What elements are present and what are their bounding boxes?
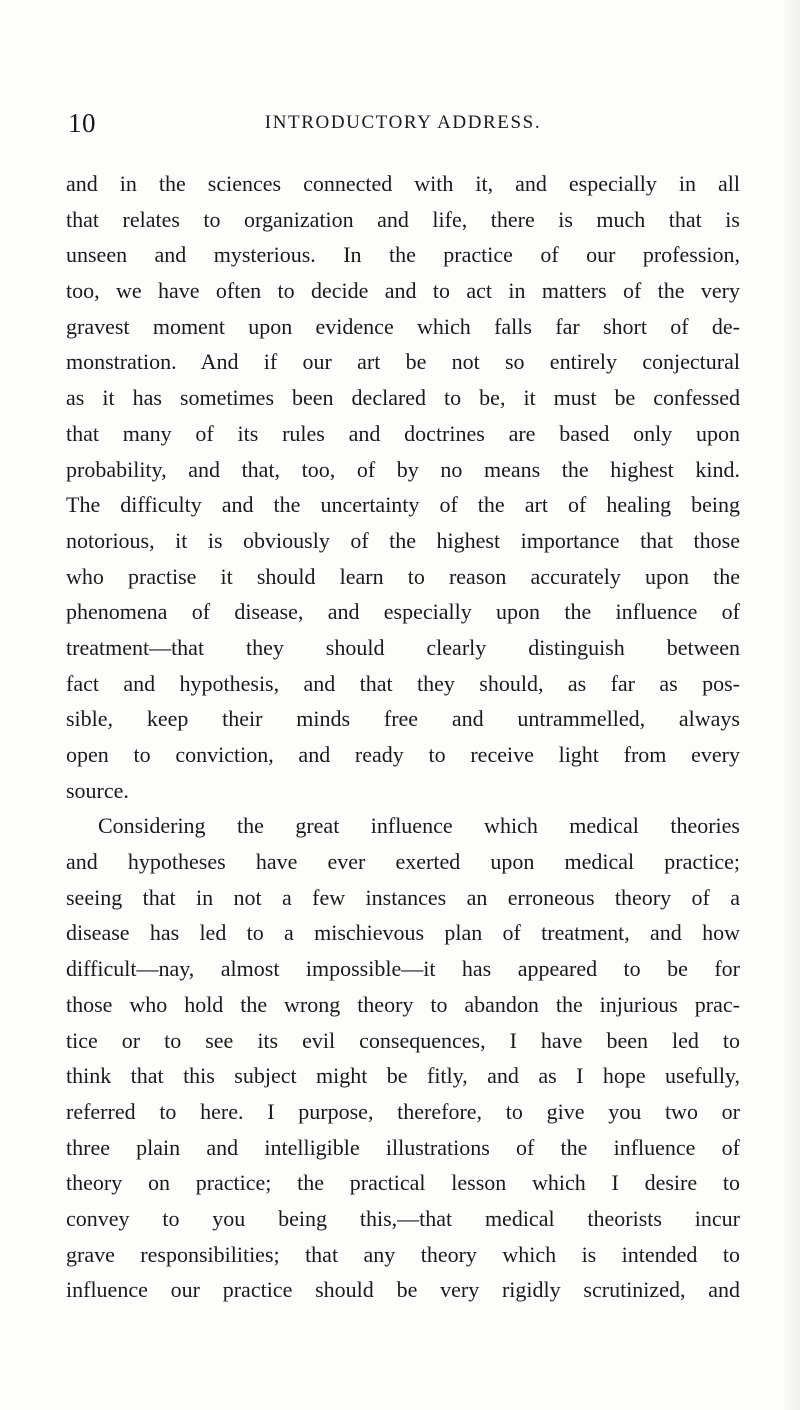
paragraph-start-line: Considering the great influence which medical theories	[98, 813, 740, 839]
text-line: too, we have often to decide and to act in matters of the very	[66, 278, 740, 304]
text-line: open to conviction, and ready to receive light from every	[66, 742, 740, 767]
text-line: fact and hypothesis, and that they should, as far as pos-	[66, 670, 740, 696]
text-line: think that this subject might be fitly, and as I hope usefully,	[66, 1063, 740, 1089]
text-line: three plain and intelligible illustrations of the influence of	[66, 1134, 740, 1160]
text-line: probability, and that, too, of by no means the highest kind.	[66, 456, 740, 482]
text-line: sible, keep their minds free and untrammelled, always	[66, 706, 740, 732]
text-line: grave responsibilities; that any theory which is intended to	[66, 1241, 740, 1267]
text-line: those who hold the wrong theory to abandon the injurious prac-	[66, 991, 740, 1017]
body-text	[66, 166, 740, 1308]
text-line: treatment—that they should clearly distinguish between	[66, 634, 740, 660]
text-line: and hypotheses have ever exerted upon medical practice;	[66, 849, 740, 875]
text-line: and in the sciences connected with it, and especially in all	[66, 171, 740, 196]
text-line: as it has sometimes been declared to be, it must be confessed	[66, 385, 740, 411]
text-line: who practise it should learn to reason accurately upon the	[66, 563, 740, 589]
text-line: notorious, it is obviously of the highest importance that those	[66, 527, 740, 553]
text-line: seeing that in not a few instances an erroneous theory of a	[66, 884, 740, 910]
text-line: theory on practice; the practical lesson which I desire to	[66, 1170, 740, 1196]
text-line: convey to you being this,—that medical theorists incur	[66, 1205, 740, 1231]
page-number: 10	[68, 108, 96, 138]
text-line: monstration. And if our art be not so entirely conjectural	[66, 349, 740, 375]
text-line: referred to here. I purpose, therefore, to give you two or	[66, 1098, 740, 1124]
paragraph-end-line: source.	[66, 777, 129, 803]
text-line: influence our practice should be very rigidly scrutinized, and	[66, 1277, 740, 1303]
text-line: that many of its rules and doctrines are based only upon	[66, 420, 740, 446]
text-line: disease has led to a mischievous plan of treatment, and how	[66, 920, 740, 946]
text-line: phenomena of disease, and especially upon the influence of	[66, 599, 740, 625]
text-line: tice or to see its evil consequences, I have been led to	[66, 1027, 740, 1053]
text-line: unseen and mysterious. In the practice of our profession,	[66, 242, 740, 268]
text-line: difficult—nay, almost impossible—it has appeared to be for	[66, 956, 740, 982]
text-line: The difficulty and the uncertainty of the art of healing being	[66, 492, 740, 518]
text-line: that relates to organization and life, there is much that is	[66, 206, 740, 232]
running-title: INTRODUCTORY ADDRESS.	[264, 112, 542, 133]
text-line: gravest moment upon evidence which falls far short of de-	[66, 313, 740, 339]
page-edge-shadow	[782, 0, 800, 1410]
page-header	[68, 108, 738, 148]
